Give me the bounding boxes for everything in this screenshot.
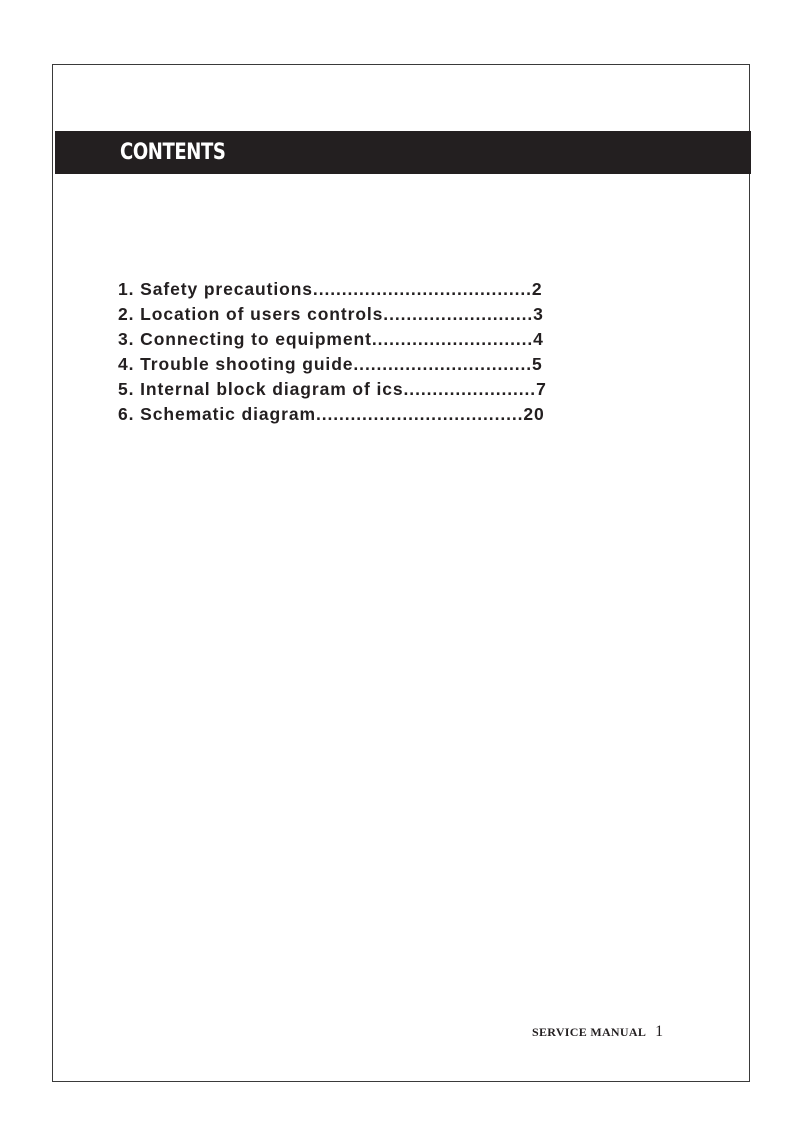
toc-entry-connecting-to-equipment[interactable]: 3. Connecting to equipment............................4 [118,329,544,349]
table-of-contents [118,277,547,427]
toc-entry-trouble-shooting-guide[interactable]: 4. Trouble shooting guide...............................5 [118,354,543,374]
page-footer [532,1021,663,1043]
contents-header-band [55,131,751,174]
toc-entry-schematic-diagram[interactable]: 6. Schematic diagram....................................20 [118,404,545,424]
footer-label: SERVICE MANUAL [532,1025,647,1039]
toc-entry-safety-precautions[interactable]: 1. Safety precautions......................................2 [118,279,543,299]
page-frame [52,64,750,1082]
contents-title: CONTENTS [120,140,226,165]
toc-entry-internal-block-diagram[interactable]: 5. Internal block diagram of ics.......................7 [118,379,547,399]
toc-entry-location-of-users-controls[interactable]: 2. Location of users controls..........................3 [118,304,544,324]
page-number: 1 [655,1023,664,1040]
